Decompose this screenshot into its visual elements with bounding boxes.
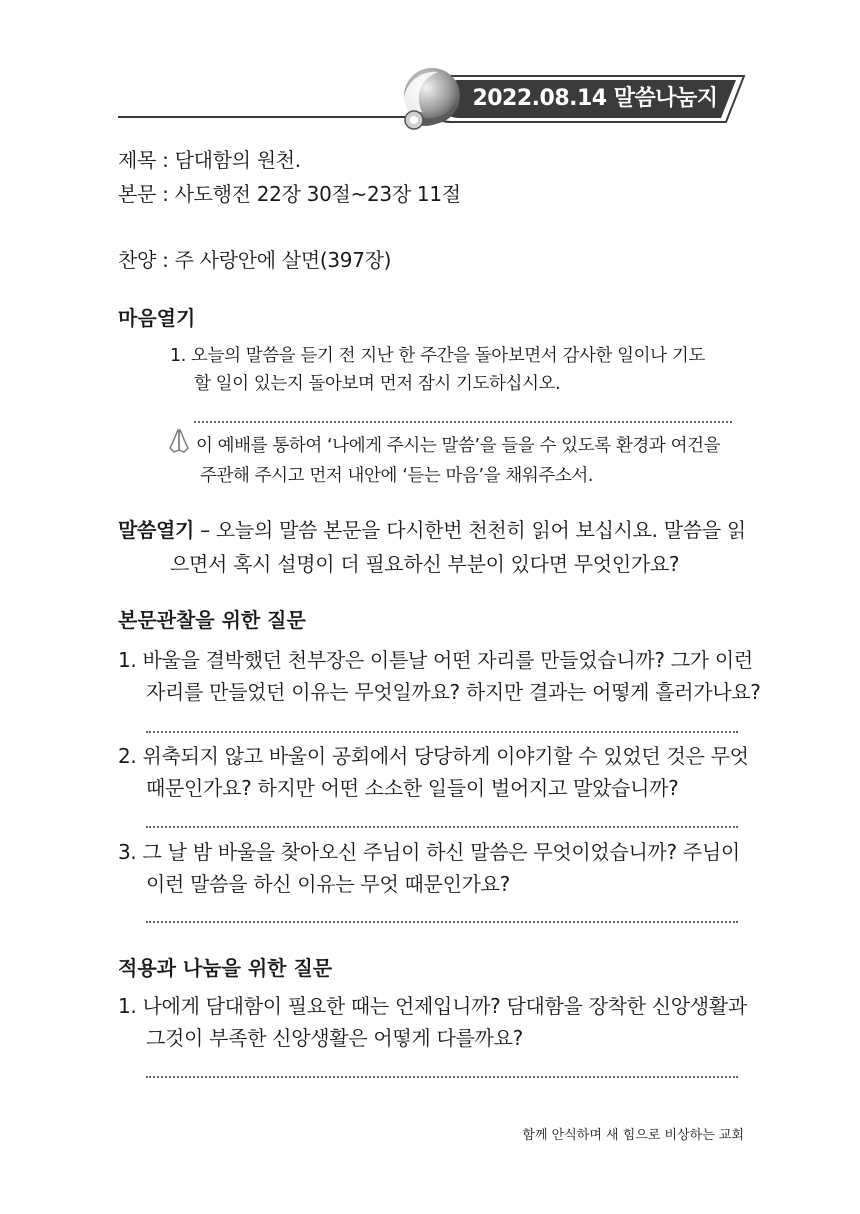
observation-question-2-line-1: 2. 위축되지 않고 바울이 공회에서 당당하게 이야기할 수 있었던 것은 무엇: [118, 744, 749, 768]
observation-heading: 본문관찰을 위한 질문: [118, 608, 306, 632]
application-heading: 적용과 나눔을 위한 질문: [118, 956, 333, 980]
opening-item-1-line-1: 1. 오늘의 말씀을 듣기 전 지난 한 주간을 돌아보면서 감사한 일이나 기도: [170, 346, 705, 366]
answer-line: [146, 731, 738, 733]
footer-slogan: 함께 안식하며 새 힘으로 비상하는 교회: [522, 1128, 744, 1143]
word-opening-line-1: [118, 516, 746, 544]
observation-question-2-line-2: 때문인가요? 하지만 어떤 소소한 일들이 벌어지고 말았습니까?: [146, 776, 679, 800]
hymn: 찬양 : 주 사랑안에 살면(397장): [118, 248, 392, 272]
observation-question-1-line-2: 자리를 만들었던 이유는 무엇일까요? 하지만 결과는 어떻게 흘러가나요?: [146, 680, 761, 704]
application-question-1-line-2: 그것이 부족한 신앙생활은 어떻게 다를까요?: [146, 1026, 523, 1050]
answer-line: [146, 1076, 738, 1078]
opening-item-1-line-2: 할 일이 있는지 돌아보며 먼저 잠시 기도하십시오.: [194, 374, 561, 394]
word-opening-text: – 오늘의 말씀 본문을 다시한번 천천히 읽어 보십시요. 말씀을 읽: [200, 518, 746, 542]
application-question-1-line-1: 1. 나에게 담대함이 필요한 때는 언제입니까? 담대함을 장착한 신앙생활과: [118, 994, 747, 1018]
observation-question-3-line-2: 이런 말씀을 하신 이유는 무엇 때문인가요?: [146, 872, 510, 896]
sermon-title: 제목 : 담대함의 원천.: [118, 148, 301, 172]
prayer-line-2: 주관해 주시고 먼저 내안에 ‘듣는 마음’을 채워주소서.: [200, 466, 594, 486]
answer-line: [146, 921, 738, 923]
observation-question-3-line-1: 3. 그 날 밤 바울을 찾아오신 주님이 하신 말씀은 무엇이었습니까? 주님이: [118, 840, 740, 864]
word-opening-heading: 말씀열기: [118, 518, 195, 542]
opening-heading: 마음열기: [118, 306, 196, 330]
answer-line: [146, 826, 738, 828]
header-title: 2022.08.14 말씀나눔지: [472, 86, 718, 111]
observation-question-1-line-1: 1. 바울을 결박했던 천부장은 이튿날 어떤 자리를 만들었습니까? 그가 이런: [118, 648, 753, 672]
prayer-line-1: 이 예배를 통하여 ‘나에게 주시는 말씀’을 들을 수 있도록 환경과 여건을: [196, 436, 721, 456]
header-rule: [118, 116, 418, 118]
scripture-text: 본문 : 사도행전 22장 30절~23장 11절: [118, 182, 461, 206]
answer-line: [194, 421, 732, 423]
praying-hands-icon: [168, 428, 190, 454]
word-opening-line-2: 으면서 혹시 설명이 더 필요하신 부분이 있다면 무엇인가요?: [170, 552, 680, 576]
swirl-logo-icon: [392, 62, 472, 136]
